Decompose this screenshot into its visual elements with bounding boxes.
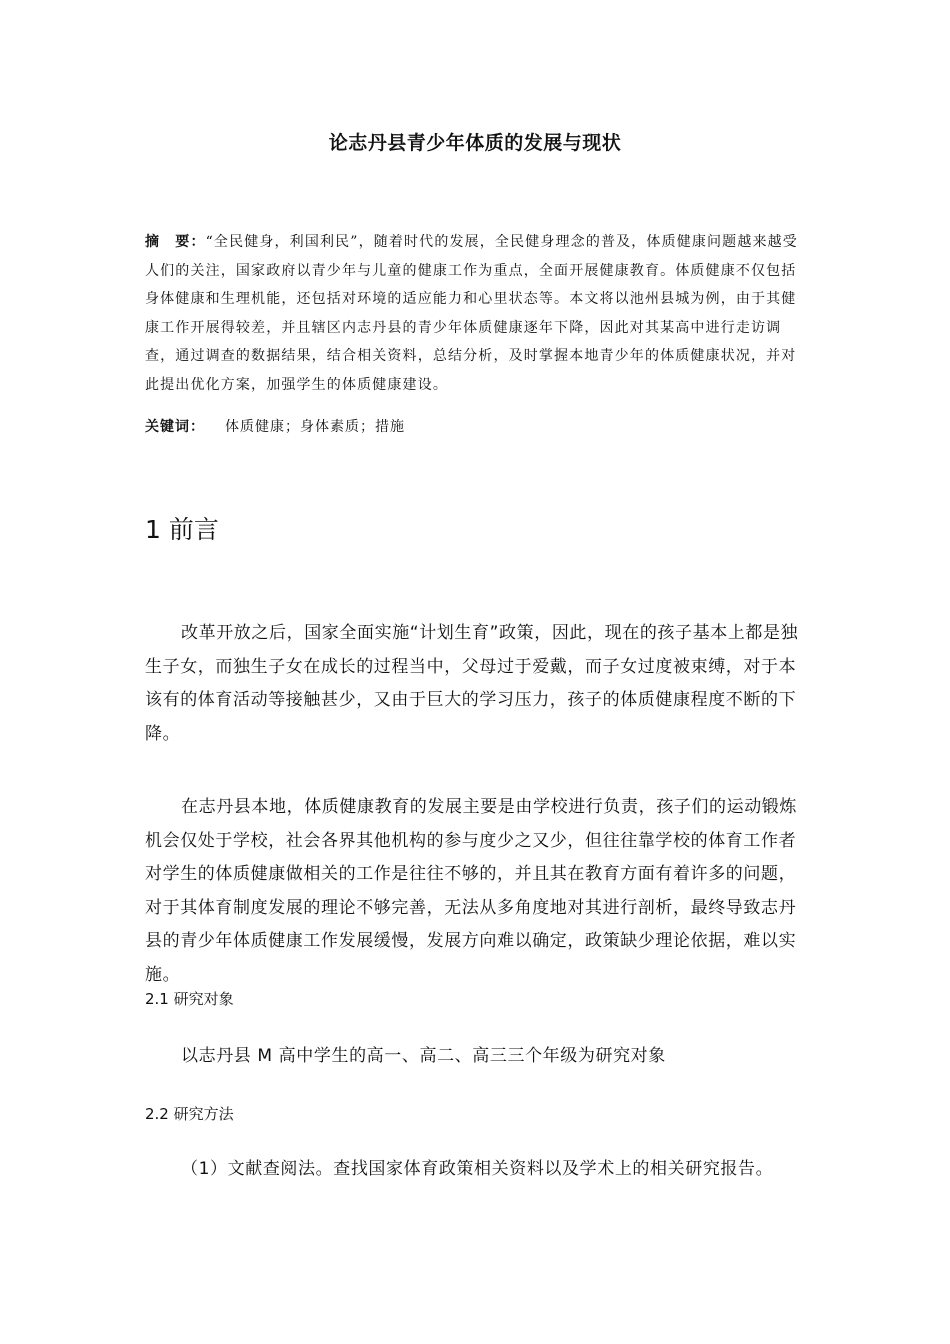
paper-title: 论志丹县青少年体质的发展与现状	[328, 132, 622, 154]
intro-paragraph-2: 在志丹县本地，体质健康教育的发展主要是由学校进行负责，孩子们的运动锻炼机会仅处于学校，社会各界其他机构的参与度少之又少，但往往靠学校的体育工作者对学生的体质健康做相关的工作是往往不够的，并且其在教育方面有着许多的问题，对于其体育制度发展的理论不够完善，无法从多角度地对其进行剖析，最终导致志丹县的青少年体质健康工作发展缓慢，发展方向难以确定，政策缺少理论依据，难以实施。	[145, 797, 797, 985]
keywords-text: 体质健康；身体素质；措施	[225, 419, 405, 435]
abstract	[145, 228, 810, 400]
research-method-paragraph: （1）文献查阅法。查找国家体育政策相关资料以及学术上的相关研究报告。	[181, 1159, 774, 1179]
abstract-label: 摘 要：	[145, 234, 206, 250]
intro-paragraph-1: 改革开放之后，国家全面实施“计划生育”政策，因此，现在的孩子基本上都是独生子女，而独生子女在成长的过程当中，父母过于爱戴，而子女过度被束缚，对于本该有的体育活动等接触甚少，又由于巨大的学习压力，孩子的体质健康程度不断的下降。	[145, 623, 799, 744]
section-heading-research-object: 2.1 研究对象	[145, 990, 234, 1008]
keywords	[145, 416, 810, 436]
section-heading-research-method: 2.2 研究方法	[145, 1105, 234, 1123]
research-object-paragraph: 以志丹县 M 高中学生的高一、高二、高三三个年级为研究对象	[181, 1046, 666, 1066]
abstract-text: “全民健身，利国利民”，随着时代的发展，全民健身理念的普及，体质健康问题越来越受人们的关注，国家政府以青少年与儿童的健康工作为重点，全面开展健康教育。体质健康不仅包括身体健康和生理机能，还包括对环境的适应能力和心里状态等。本文将以池州县城为例，由于其健康工作开展得较差，并且辖区内志丹县的青少年体质健康逐年下降，因此对其某高中进行走访调查，通过调查的数据结果，结合相关资料，总结分析，及时掌握本地青少年的体质健康状况，并对此提出优化方案，加强学生的体质健康建设。	[145, 234, 798, 393]
keywords-label: 关键词：	[145, 419, 205, 435]
section-heading-introduction: 1 前言	[145, 515, 219, 544]
